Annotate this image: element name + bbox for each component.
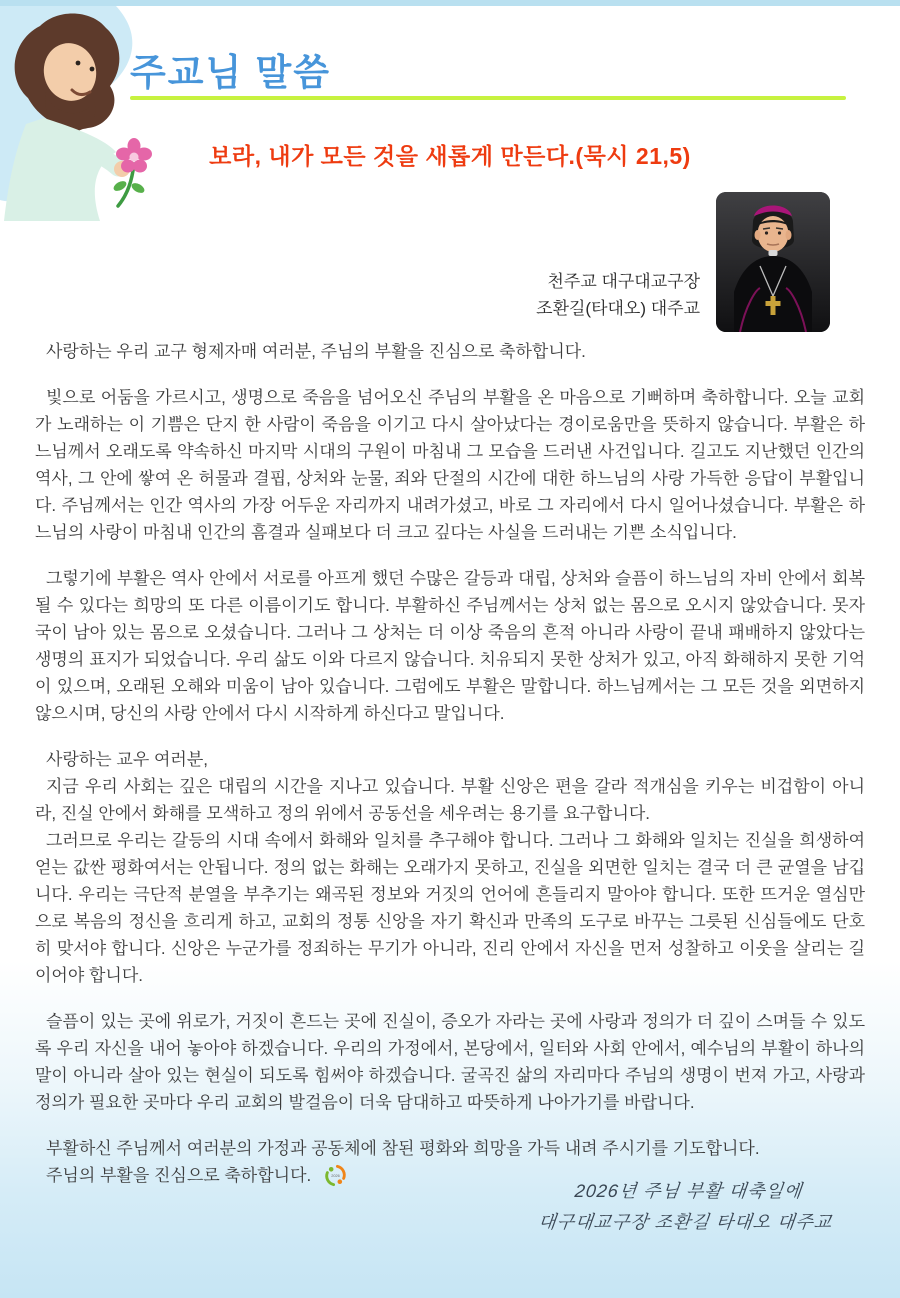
bishop-photo [716,192,830,332]
signature-name: 대구대교구장 조환길 타대오 대주교 [537,1212,834,1232]
paragraph-commitment: 슬픔이 있는 곳에 위로가, 거짓이 흔드는 곳에 진실이, 증오가 자라는 곳에 사랑과 정의가 더 깊이 스며들 수 있도록 우리 자신을 내어 놓아야 하겠습니다. 우리의 가정에서, 본당에서, 일터와 사회 안에서, 예수님의 부활이 하나의 말이 아니라 살아 있는 현실이 되도록 힘써야 하겠습니다. 굴곡진 삶의 자리마다 주님의 생명이 번져 가고, 사랑과 정의가 필요한 곳마다 우리 교회의 발걸음이 더욱 담대하고 따뜻하게 나아가기를 바랍니다. [35,1012,865,1112]
header-divider [130,96,846,100]
paragraph-address: 사랑하는 교우 여러분, [46,750,208,769]
paragraph-society: 지금 우리 사회는 깊은 대립의 시간을 지나고 있습니다. 부활 신앙은 편을 갈라 적개심을 키우는 비겁함이 아니라, 진실 안에서 화해를 모색하고 정의 위에서 공동선을 세우려는 용기를 요구합니다. [35,777,865,823]
author-caption [536,268,700,322]
paragraph-reconciliation: 그러므로 우리는 갈등의 시대 속에서 화해와 일치를 추구해야 합니다. 그러나 그 화해와 일치는 진실을 희생하여 얻는 값싼 평화여서는 안됩니다. 정의 없는 화해는 오래가지 못하고, 진실을 외면한 일치는 결국 더 큰 균열을 남깁니다. 우리는 극단적 분열을 부추기는 왜곡된 정보와 거짓의 언어에 흔들리지 말아야 합니다. 또한 뜨거운 열심만으로 복음의 정신을 흐리게 하고, 교회의 정통 신앙을 자기 확신과 만족의 도구로 바꾸는 그릇된 신심들에도 단호히 맞서야 합니다. 신앙은 누군가를 정죄하는 무기가 아니라, 진리 안에서 자신을 먼저 성찰하고 이웃을 살리는 길이어야 합니다. [35,831,865,985]
diocese-anniversary-logo-icon [313,1164,340,1187]
page-title: 주교님 말씀 [130,52,331,93]
signature-date: 2026년 주님 부활 대축일에 [573,1181,804,1201]
paragraph-blessing: 부활하신 주님께서 여러분의 가정과 공동체에 참된 평화와 희망을 가득 내려 주시기를 기도합니다. [46,1139,760,1158]
author-caption-line1: 천주교 대구대교구장 [547,272,700,291]
verse-heading: 보라, 내가 모든 것을 새롭게 만든다.(묵시 21,5) [209,143,691,169]
paragraph-hope: 그렇기에 부활은 역사 안에서 서로를 아프게 했던 수많은 갈등과 대립, 상처와 슬픔이 하느님의 자비 안에서 회복될 수 있다는 희망의 또 다른 이름이기도 합니다. 부활하신 주님께서는 상처 없는 몸으로 오시지 않았습니다. 못자국이 남아 있는 몸으로 오셨습니다. 그러나 그 상처는 더 이상 죽음의 흔적 아니라 사랑이 끝내 패배하지 않았다는 생명의 표지가 되었습니다. 우리 삶도 이와 다르지 않습니다. 치유되지 못한 상처가 있고, 아직 화해하지 못한 기억이 있으며, 오래된 오해와 미움이 남아 있습니다. 그럼에도 부활은 말합니다. 하느님께서는 그 모든 것을 외면하지 않으시며, 당신의 사랑 안에서 다시 시작하게 하신다고 말입니다. [35,569,865,723]
signature-block [537,1176,837,1238]
svg-text:2026: 2026 [331,1173,340,1178]
author-caption-line2: 조환길(타대오) 대주교 [536,299,700,318]
paragraph-greeting: 사랑하는 우리 교구 형제자매 여러분, 주님의 부활을 진심으로 축하합니다. [46,342,586,361]
paragraph-easter-meaning: 빛으로 어둠을 가르시고, 생명으로 죽음을 넘어오신 주님의 부활을 온 마음으로 기뻐하며 축하합니다. 오늘 교회가 노래하는 이 기쁨은 단지 한 사람이 죽음을 이기고 다시 살아났다는 경이로움만을 뜻하지 않습니다. 부활은 하느님께서 오래도록 약속하신 마지막 시대의 구원이 마침내 그 모습을 드러낸 사건입니다. 길고도 지난했던 인간의 역사, 그 안에 쌓여 온 허물과 결핍, 상처와 눈물, 죄와 단절의 시간에 대한 하느님의 사랑 가득한 응답이 부활입니다. 주님께서는 인간 역사의 가장 어두운 자리까지 내려가셨고, 바로 그 자리에서 다시 일어나셨습니다. 부활은 하느님의 사랑이 마침내 인간의 흠결과 실패보다 더 크고 깊다는 사실을 드러내는 기쁜 소식입니다. [35,388,865,542]
closing-text: 주님의 부활을 진심으로 축하합니다. [46,1166,312,1185]
jesus-with-flower-icon [0,6,170,221]
message-body [35,338,865,1189]
